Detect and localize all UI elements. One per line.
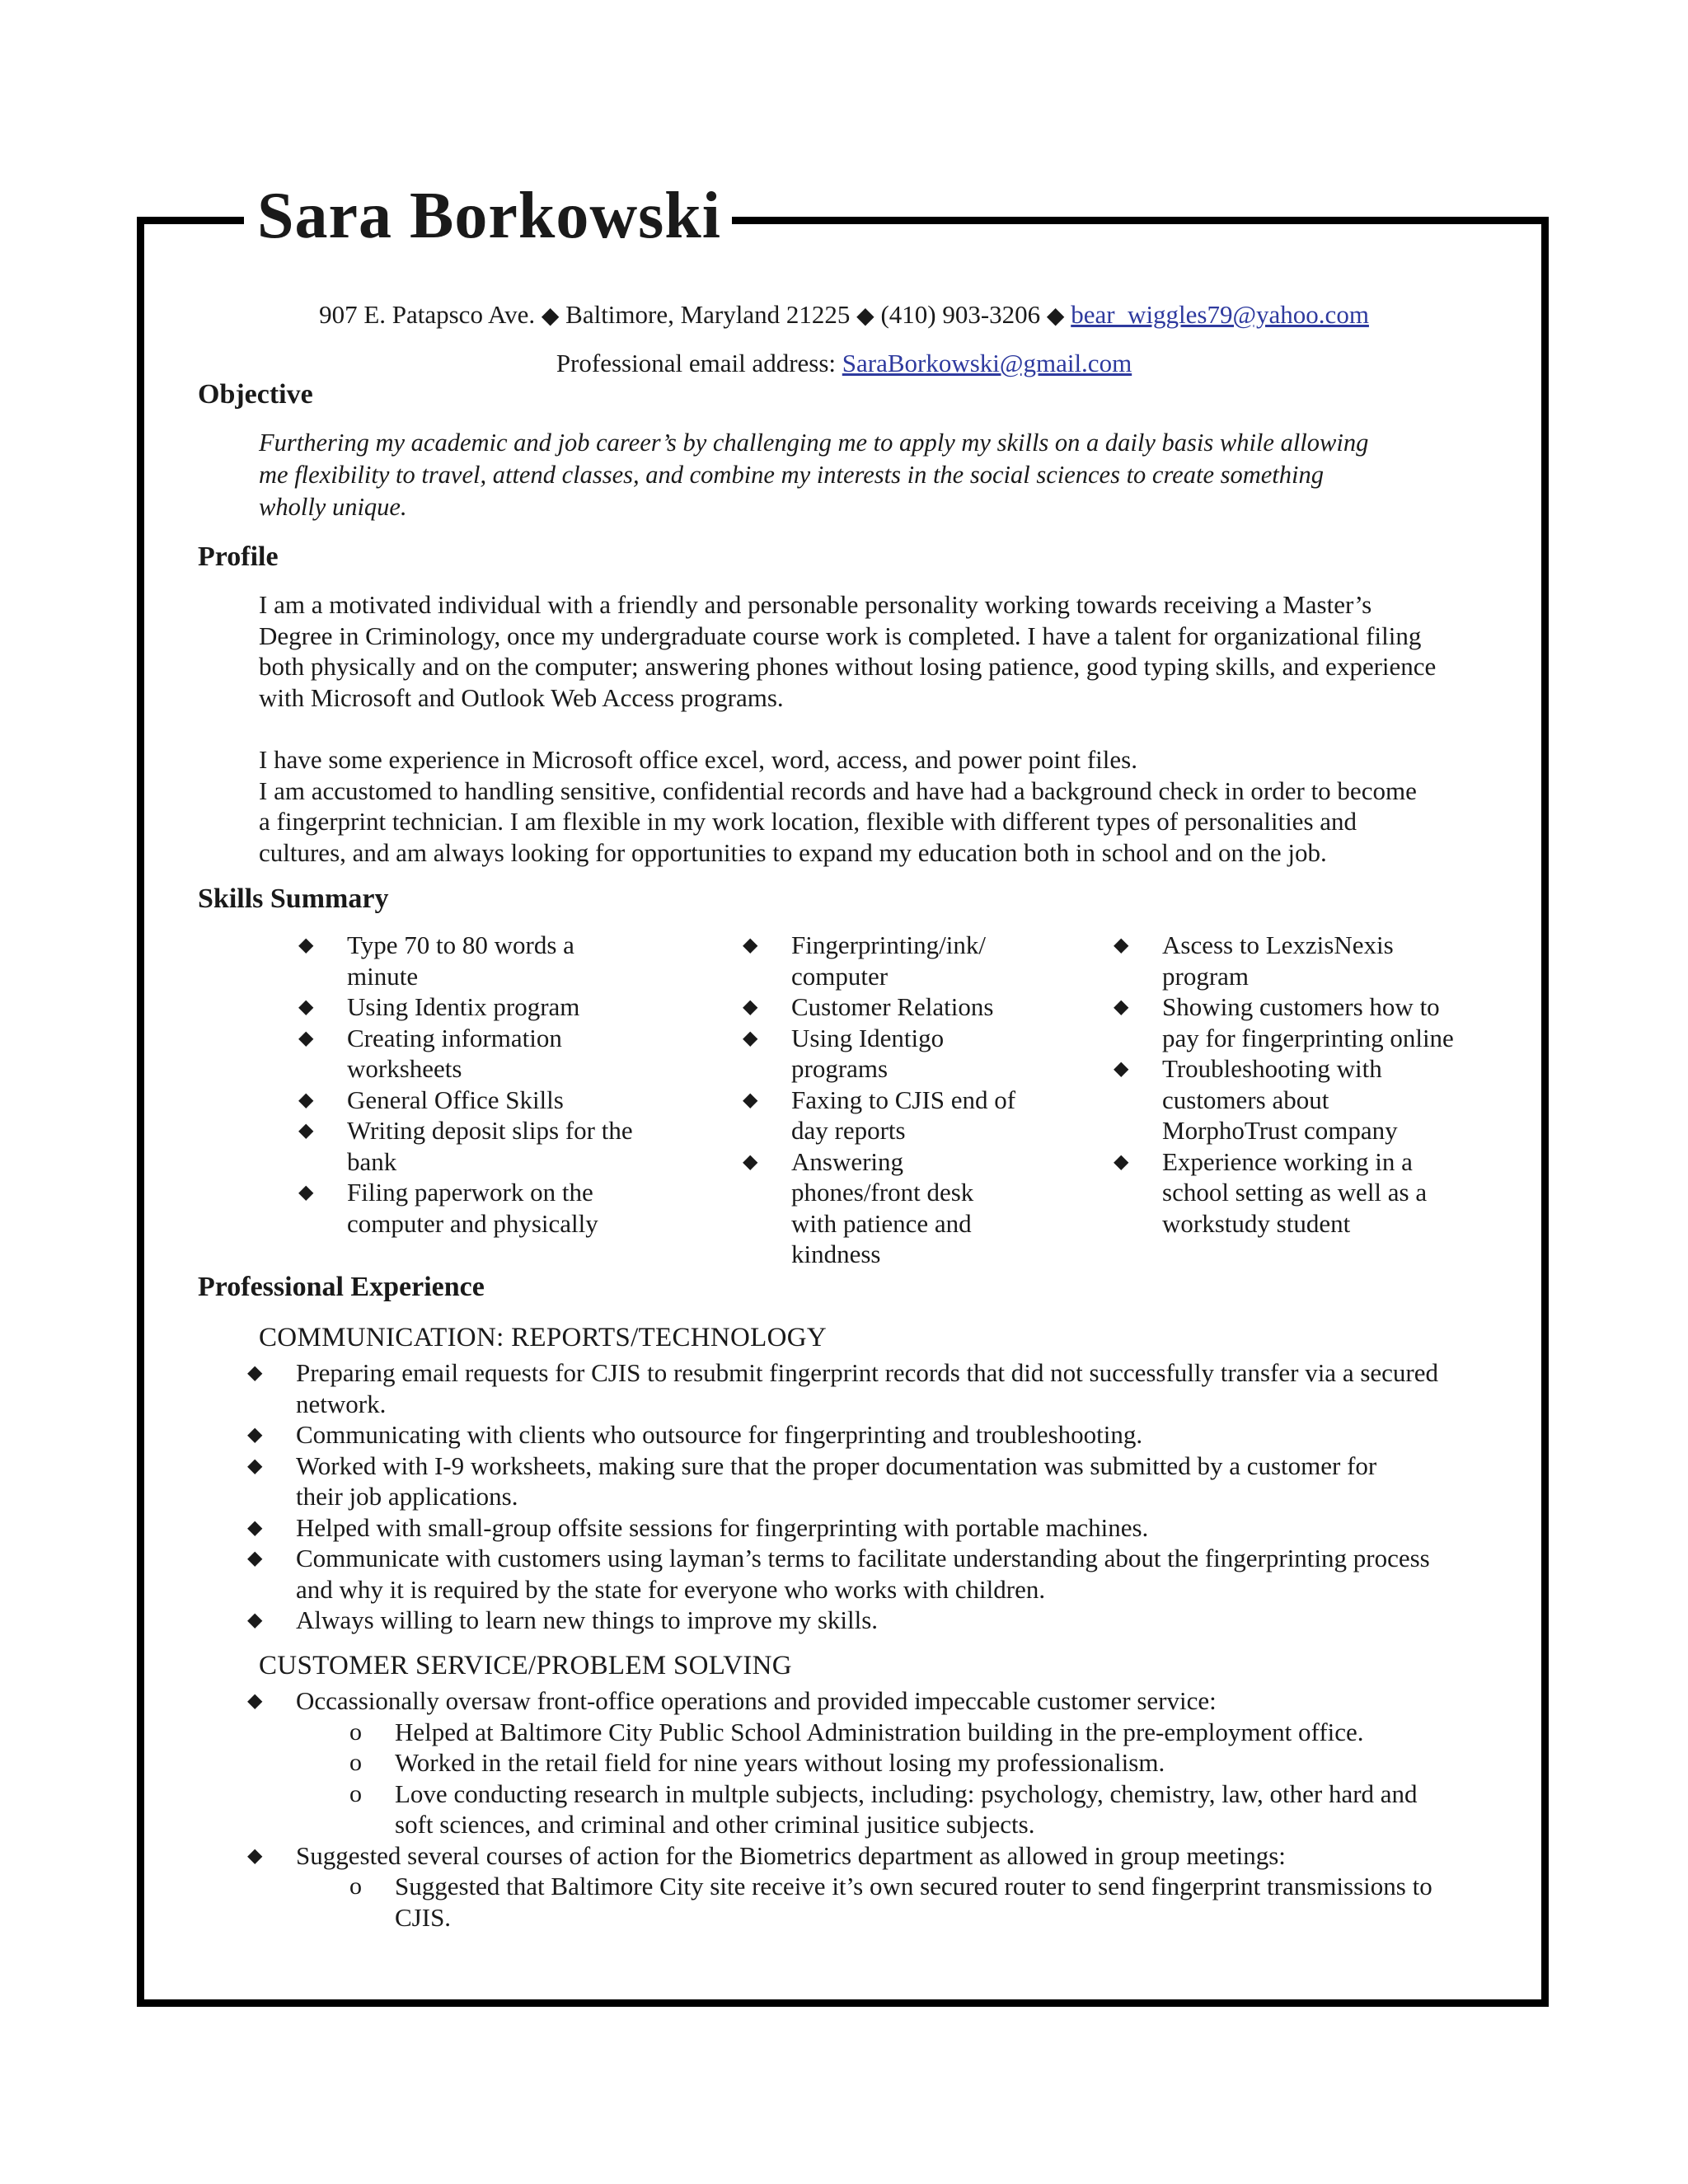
list-item: ◆ Showing customers how to pay for fingerprinting online [1114,992,1454,1052]
diamond-separator-icon: ◆ [1046,302,1065,329]
diamond-bullet-icon: ◆ [743,1025,758,1049]
diamond-bullet-icon: ◆ [298,1025,314,1049]
professional-email-label: Professional email address: [556,349,837,377]
text-line: me flexibility to travel, attend classes, and combine my interests in the social sciences to create something [259,461,1324,489]
list-item: ◆ Customer Relations [743,992,994,1021]
title-rule-right [732,217,1541,224]
text-line: I am accustomed to handling sensitive, confidential records and have had a background check in order to become [259,776,1417,805]
list-item: ◆ Helped with small-group offsite sessions for fingerprinting with portable machines. [247,1512,1149,1542]
diamond-bullet-icon: ◆ [247,1546,263,1569]
list-item: o Suggested that Baltimore City site receive it’s own secured router to send fingerprint transmissions to CJIS. [349,1872,1432,1932]
list-item: ◆ Type 70 to 80 words a minute [298,930,574,991]
phone: (410) 903-3206 [880,300,1041,329]
list-item: ◆ Occassionally oversaw front-office operations and provided impeccable customer service: [247,1686,1217,1715]
contact-line [0,300,1688,330]
city: Baltimore, Maryland 21225 [565,300,851,329]
professional-email-link[interactable]: SaraBorkowski@gmail.com [842,349,1132,377]
diamond-bullet-icon: ◆ [1114,995,1129,1018]
diamond-bullet-icon: ◆ [247,1843,263,1867]
text-line: Degree in Criminology, once my undergraduate course work is completed. I have a talent for organizational filing [259,621,1422,650]
diamond-bullet-icon: ◆ [1114,1149,1129,1173]
text-line: wholly unique. [259,493,407,521]
text-line: cultures, and am always looking for opportunities to expand my education both in school and on the job. [259,837,1327,867]
list-item: ◆ Troubleshooting with customers about MorphoTrust company [1114,1054,1398,1145]
text-line: I am a motivated individual with a friendly and personable personality working towards receiving a Master’s [259,590,1372,619]
diamond-bullet-icon: ◆ [743,995,758,1018]
list-item: ◆ Creating information worksheets [298,1023,562,1083]
diamond-bullet-icon: ◆ [1114,1057,1129,1080]
circle-bullet-icon: o [349,1779,362,1807]
list-item: ◆ Answering phones/front desk with patience and kindness [743,1146,974,1268]
text-line: I have some experience in Microsoft office excel, word, access, and power point files. [259,745,1137,774]
applicant-name: Sara Borkowski [257,180,721,252]
title-rule-left [137,217,244,224]
skills-heading: Skills Summary [198,883,389,914]
list-item: ◆ Writing deposit slips for the bank [298,1116,633,1176]
list-item: ◆ Suggested several courses of action for the Biometrics department as allowed in group meetings: [247,1840,1286,1870]
experience-list-2 [247,1685,1508,1933]
diamond-bullet-icon: ◆ [247,1361,263,1384]
diamond-bullet-icon: ◆ [298,995,314,1018]
diamond-bullet-icon: ◆ [247,1453,263,1477]
diamond-bullet-icon: ◆ [743,1149,758,1173]
text-line: a fingerprint technician. I am flexible in my work location, flexible with different types of personalities and [259,807,1357,836]
diamond-bullet-icon: ◆ [743,1087,758,1111]
list-item: ◆ Faxing to CJIS end of day reports [743,1085,1016,1145]
list-item: ◆ Communicate with customers using layman’s terms to facilitate understanding about the fingerprinting process and why it is required by the state for everyone who works with children. [247,1544,1430,1604]
profile-paragraph-1 [259,589,1503,713]
objective-text [259,427,1429,523]
diamond-bullet-icon: ◆ [247,1515,263,1539]
list-item: o Helped at Baltimore City Public School Administration building in the pre-employment office. [349,1717,1364,1746]
professional-email-line [0,349,1688,378]
diamond-bullet-icon: ◆ [247,1608,263,1631]
skills-column-2 [743,930,1097,1270]
personal-email-link[interactable]: bear_wiggles79@yahoo.com [1071,300,1369,329]
list-item: ◆ Worked with I-9 worksheets, making sure that the proper documentation was submitted by a customer for their job applications. [247,1451,1377,1511]
diamond-bullet-icon: ◆ [298,933,314,956]
diamond-bullet-icon: ◆ [298,1118,314,1141]
diamond-bullet-icon: ◆ [247,1689,263,1712]
text-line: both physically and on the computer; answering phones without losing patience, good typing skills, and experience [259,652,1437,681]
profile-heading: Profile [198,541,279,572]
diamond-bullet-icon: ◆ [298,1180,314,1203]
list-item: o Love conducting research in multple subjects, including: psychology, chemistry, law, other hard and soft sciences, and criminal and other criminal jusitice subjects. [349,1779,1418,1839]
diamond-separator-icon: ◆ [856,302,874,329]
address: 907 E. Patapsco Ave. [319,300,536,329]
list-item: ◆ Preparing email requests for CJIS to resubmit fingerprint records that did not successfully transfer via a secured network. [247,1358,1438,1418]
diamond-bullet-icon: ◆ [247,1422,263,1446]
list-item: ◆ Filing paperwork on the computer and physically [298,1178,598,1238]
circle-bullet-icon: o [349,1718,362,1746]
text-line: with Microsoft and Outlook Web Access programs. [259,682,784,712]
skills-column-1 [298,930,686,1239]
skills-column-3 [1114,930,1517,1239]
diamond-bullet-icon: ◆ [1114,933,1129,956]
diamond-separator-icon: ◆ [541,302,560,329]
list-item: ◆ Using Identigo programs [743,1023,945,1083]
circle-bullet-icon: o [349,1872,362,1900]
list-item: ◆ Using Identix program [298,992,580,1021]
list-item: ◆ Ascess to LexzisNexis program [1114,930,1394,991]
list-item: ◆ Fingerprinting/ink/ computer [743,930,986,991]
profile-paragraph-2 [259,744,1503,868]
experience-heading: Professional Experience [198,1272,485,1302]
list-item: ◆ Communicating with clients who outsource for fingerprinting and troubleshooting. [247,1420,1143,1449]
objective-heading: Objective [198,379,313,410]
diamond-bullet-icon: ◆ [298,1087,314,1111]
list-item: ◆ Always willing to learn new things to improve my skills. [247,1605,879,1634]
diamond-bullet-icon: ◆ [743,933,758,956]
list-item: ◆ Experience working in a school setting as well as a workstudy student [1114,1146,1428,1238]
circle-bullet-icon: o [349,1749,362,1776]
experience-list-1 [247,1357,1508,1636]
list-item: o Worked in the retail field for nine years without losing my professionalism. [349,1748,1165,1777]
subsection-title: COMMUNICATION: REPORTS/TECHNOLOGY [259,1323,828,1352]
text-line: Furthering my academic and job career’s by challenging me to apply my skills on a daily basis while allowing [259,429,1369,457]
list-item: ◆ General Office Skills [298,1085,564,1114]
subsection-title: CUSTOMER SERVICE/PROBLEM SOLVING [259,1651,792,1680]
